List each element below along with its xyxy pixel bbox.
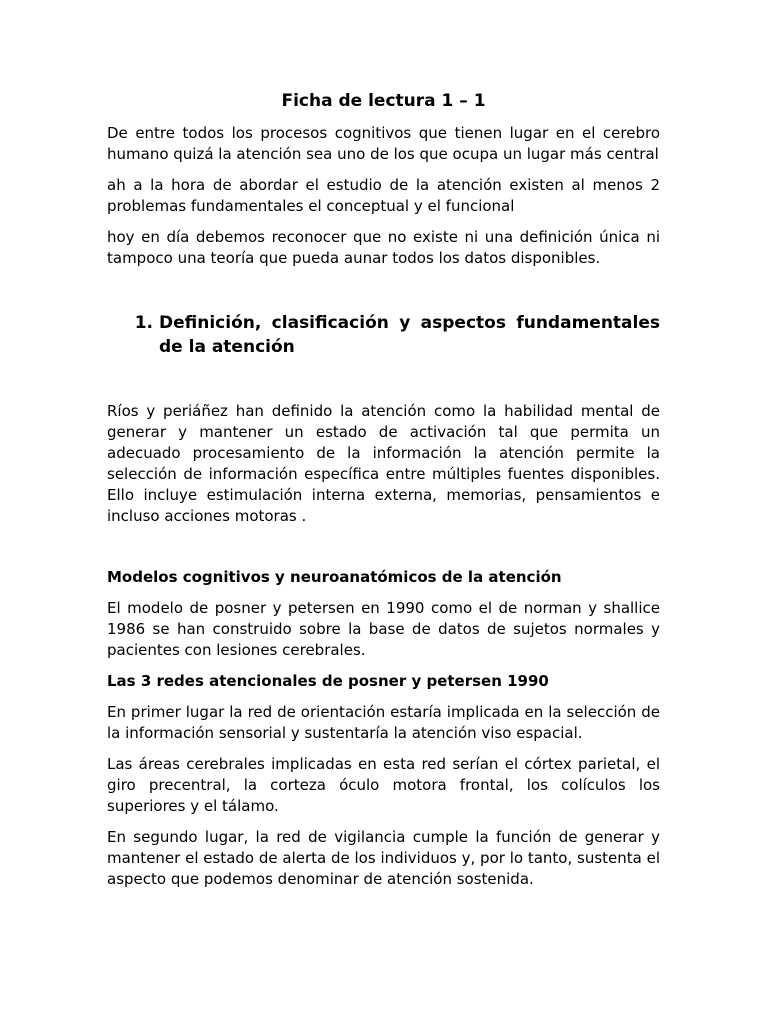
section-1-title: Definición, clasificación y aspectos fundamentales de la atención	[159, 313, 660, 357]
redes-paragraph-1: En primer lugar la red de orientación estaría implicada en la selección de la información sensorial y sustentaría la atención viso espacial.	[107, 703, 660, 742]
document-title: Ficha de lectura 1 – 1	[281, 91, 486, 111]
document-page	[107, 90, 660, 900]
redes-paragraph-3: En segundo lugar, la red de vigilancia cumple la función de generar y mantener el estado de alerta de los individuos y, por lo tanto, sustenta el aspecto que podemos denominar de atención sostenida.	[107, 828, 660, 888]
section-1-heading	[107, 311, 660, 359]
intro-paragraph-3: hoy en día debemos reconocer que no existe ni una definición única ni tampoco una teoría que pueda aunar todos los datos disponibles.	[107, 228, 660, 267]
section-1-paragraph: Ríos y periáñez han definido la atención como la habilidad mental de generar y mantener un estado de activación tal que permita un adecuado procesamiento de la información la atención permite la selección de información específica entre múltiples fuentes disponibles. Ello incluye estimulación interna externa, memorias, pensamientos e incluso acciones motoras .	[107, 402, 660, 525]
models-paragraph: El modelo de posner y petersen en 1990 como el de norman y shallice 1986 se han construido sobre la base de datos de sujetos normales y pacientes con lesiones cerebrales.	[107, 599, 660, 659]
redes-paragraph-2: Las áreas cerebrales implicadas en esta red serían el córtex parietal, el giro precentral, la corteza óculo motora frontal, los colículos los superiores y el tálamo.	[107, 755, 660, 815]
intro-paragraph-2: ah a la hora de abordar el estudio de la atención existen al menos 2 problemas fundamentales el conceptual y el funcional	[107, 176, 660, 215]
section-1-number: 1.	[134, 313, 153, 333]
redes-heading: Las 3 redes atencionales de posner y petersen 1990	[107, 672, 549, 690]
models-heading: Modelos cognitivos y neuroanatómicos de la atención	[107, 568, 562, 586]
intro-paragraph-1: De entre todos los procesos cognitivos que tienen lugar en el cerebro humano quizá la atención sea uno de los que ocupa un lugar más central	[107, 124, 660, 163]
